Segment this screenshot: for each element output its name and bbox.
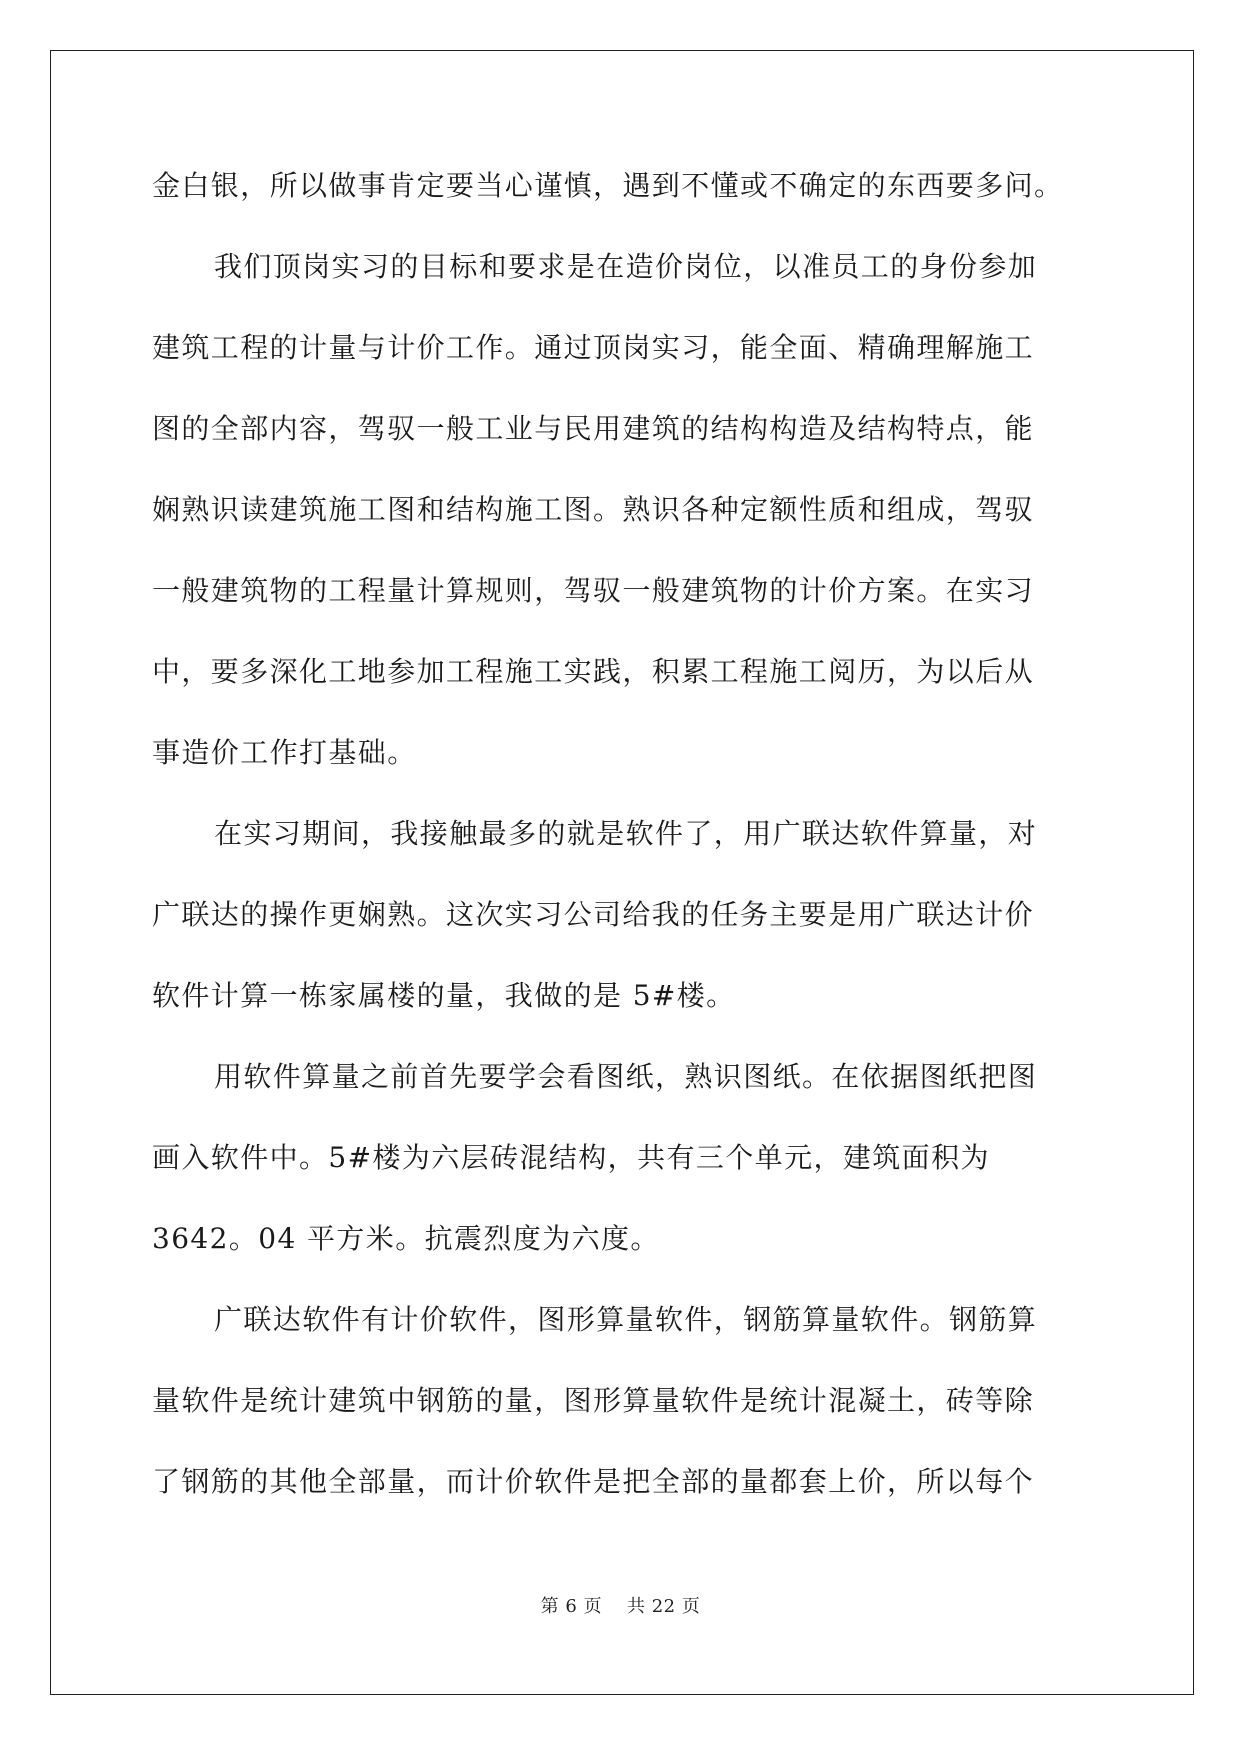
document-body xyxy=(152,145,1092,1522)
text-line: 我们顶岗实习的目标和要求是在造价岗位，以准员工的身份参加 xyxy=(214,250,1038,283)
text-line: 广联达软件有计价软件，图形算量软件，钢筋算量软件。钢筋算 xyxy=(214,1303,1038,1336)
text-line: 娴熟识读建筑施工图和结构施工图。熟识各种定额性质和组成，驾驭 xyxy=(152,493,1035,526)
text-line: 中，要多深化工地参加工程施工实践，积累工程施工阅历，为以后从 xyxy=(152,655,1035,688)
text-line: 金白银，所以做事肯定要当心谨慎，遇到不懂或不确定的东西要多问。 xyxy=(152,169,1064,202)
paragraph xyxy=(152,226,1092,793)
text-line: 建筑工程的计量与计价工作。通过顶岗实习，能全面、精确理解施工 xyxy=(152,331,1035,364)
page-footer xyxy=(0,1592,1241,1618)
page-total: 共 22 页 xyxy=(626,1596,701,1617)
text-line: 一般建筑物的工程量计算规则，驾驭一般建筑物的计价方案。在实习 xyxy=(152,574,1035,607)
text-line: 画入软件中。5#楼为六层砖混结构，共有三个单元，建筑面积为 xyxy=(152,1141,990,1174)
text-line: 软件计算一栋家属楼的量，我做的是 5#楼。 xyxy=(152,979,736,1012)
text-line: 了钢筋的其他全部量，而计价软件是把全部的量都套上价，所以每个 xyxy=(152,1465,1035,1498)
text-line: 事造价工作打基础。 xyxy=(152,736,417,769)
text-line: 用软件算量之前首先要学会看图纸，熟识图纸。在依据图纸把图 xyxy=(214,1060,1038,1093)
paragraph xyxy=(152,1279,1092,1522)
text-line: 在实习期间，我接触最多的就是软件了，用广联达软件算量，对 xyxy=(214,817,1038,850)
text-line: 量软件是统计建筑中钢筋的量，图形算量软件是统计混凝土，砖等除 xyxy=(152,1384,1035,1417)
page-number: 第 6 页 xyxy=(540,1596,603,1617)
paragraph xyxy=(152,1036,1092,1279)
text-line: 广联达的操作更娴熟。这次实习公司给我的任务主要是用广联达计价 xyxy=(152,898,1035,931)
text-line: 3642。04 平方米。抗震烈度为六度。 xyxy=(152,1222,660,1255)
paragraph xyxy=(152,793,1092,1036)
text-line: 图的全部内容，驾驭一般工业与民用建筑的结构构造及结构特点，能 xyxy=(152,412,1035,445)
paragraph xyxy=(152,145,1092,226)
